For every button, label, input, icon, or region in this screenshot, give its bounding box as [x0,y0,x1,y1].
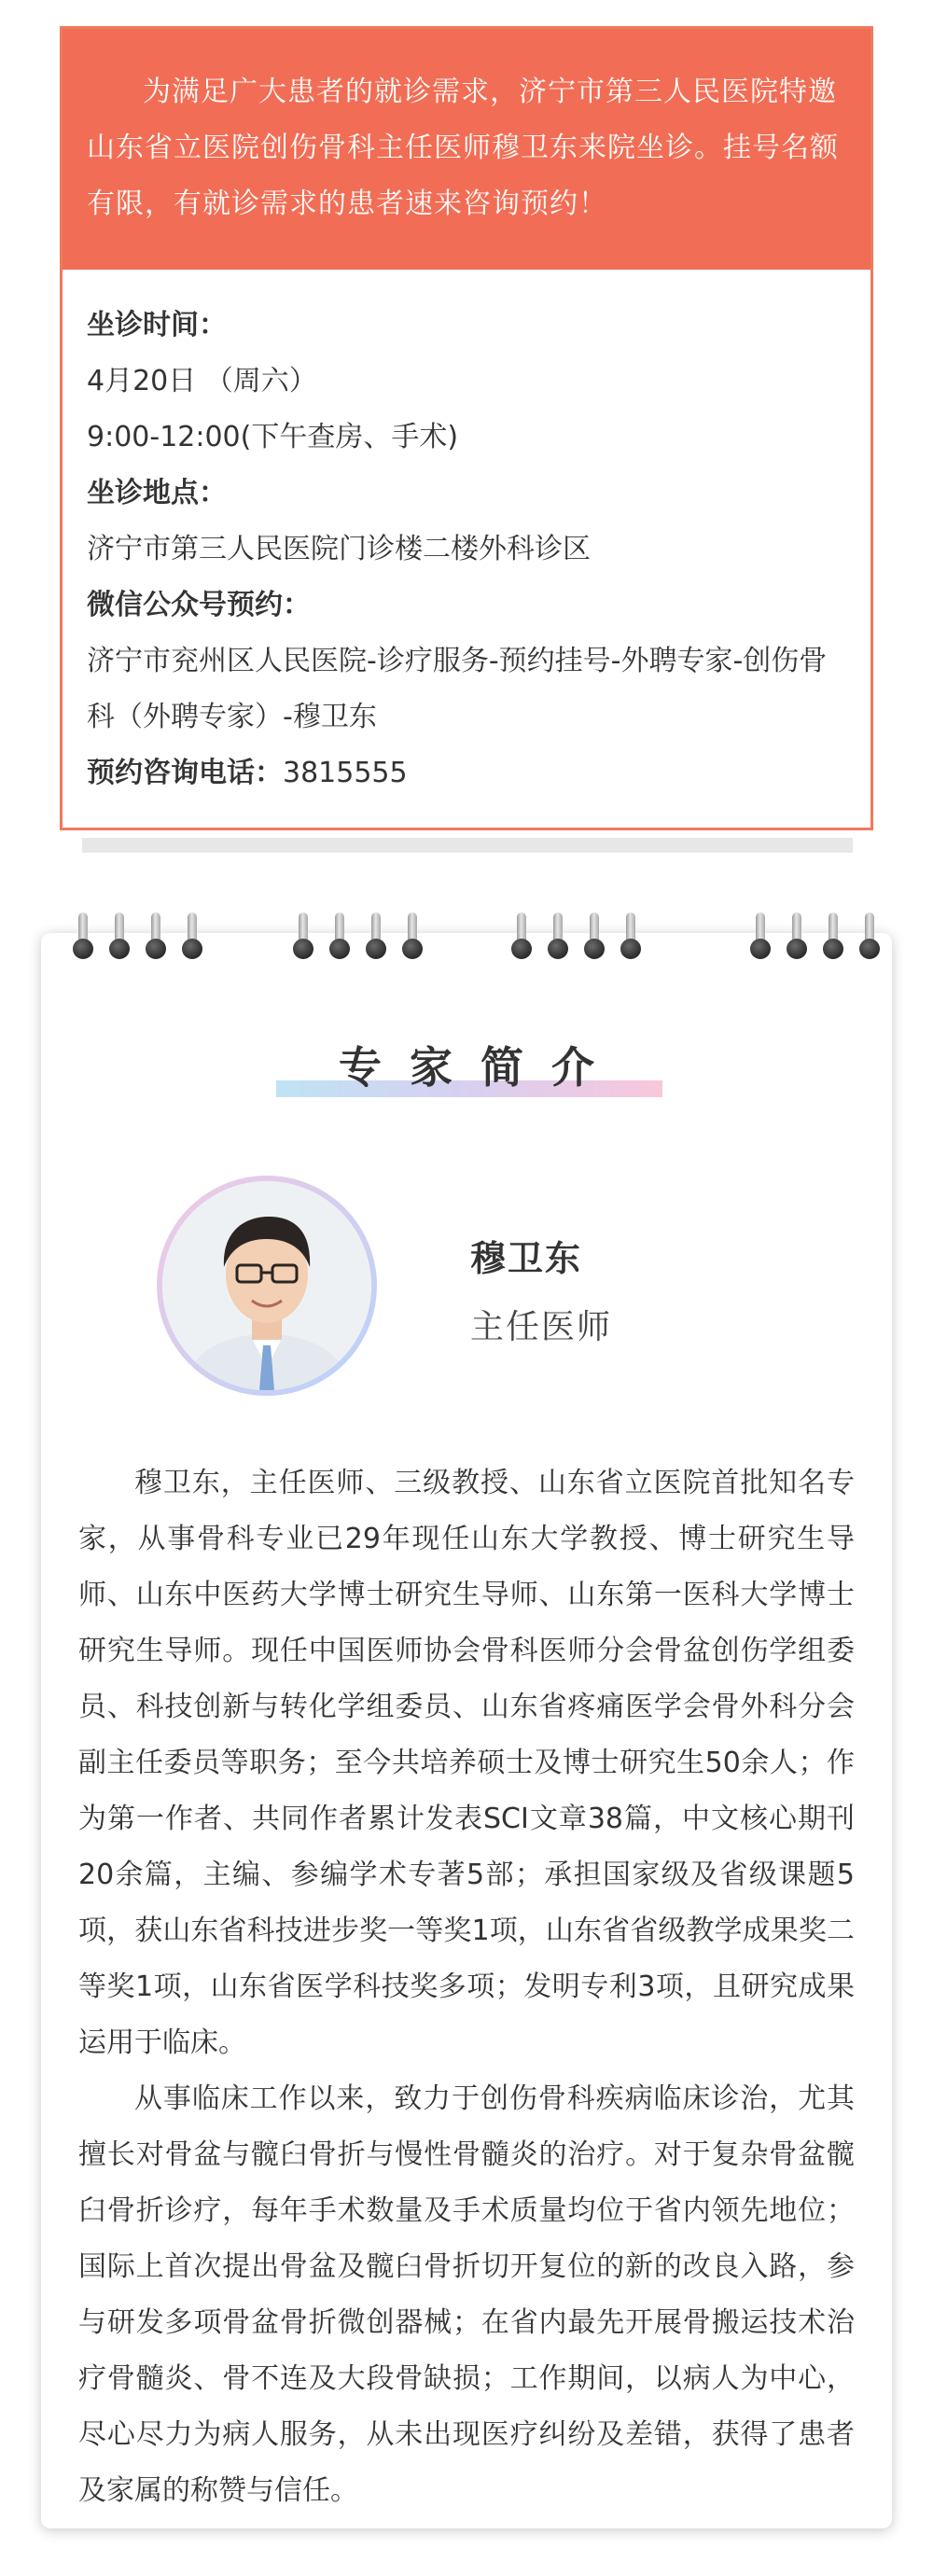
notice-intro: 为满足广大患者的就诊需求，济宁市第三人民医院特邀山东省立医院创伤骨科主任医师穆卫东来院坐诊。挂号名额有限，有就诊需求的患者速来咨询预约！ [63,29,870,270]
ring-group-3 [511,912,641,961]
clinic-hours: 9:00-12:00(下午查房、手术) [87,421,459,453]
time-label: 坐诊时间： [87,309,227,341]
binder-ring-icon [750,912,771,961]
doctor-title: 主任医师 [470,1308,613,1346]
binder-ring-icon [402,912,423,961]
clinic-location: 济宁市第三人民医院门诊楼二楼外科诊区 [87,533,591,565]
binder-ring-icon [146,912,166,961]
binder-ring-icon [73,912,93,961]
bio-paragraph-1: 穆卫东，主任医师、三级教授、山东省立医院首批知名专家，从事骨科专业已29年现任山东大学教授、博士研究生导师、山东中医药大学博士研究生导师、山东第一医科大学博士研究生导师。现任中国医师协会骨科医师分会骨盆创伤学组委员、科技创新与转化学组委员、山东省疼痛医学会骨外科分会副主任委员等职务；至今共培养硕士及博士研究生50余人；作为第一作者、共同作者累计发表SCI文章38篇，中文核心期刊20余篇，主编、参编学术专著5部；承担国家级及省级课题5项，获山东省科技进步奖一等奖1项，山东省省级教学成果奖二等奖1项，山东省医学科技奖多项；发明专利3项，且研究成果运用于临床。 [78,1467,855,2059]
phone-number[interactable]: 3815555 [283,757,408,789]
binder-rings [41,912,892,968]
wechat-label: 微信公众号预约： [87,589,311,621]
phone-line [87,745,846,801]
binder-ring-icon [548,912,568,961]
binder-ring-icon [109,912,130,961]
binder-ring-icon [859,912,880,961]
bio-paragraph-2: 从事临床工作以来，致力于创伤骨科疾病临床诊治，尤其擅长对骨盆与髋臼骨折与慢性骨髓炎的治疗。对于复杂骨盆髋臼骨折诊疗，每年手术数量及手术质量均位于省内领先地位；国际上首次提出骨盆及髋臼骨折切开复位的新的改良入路，参与研发多项骨盆骨折微创器械；在省内最先开展骨搬运技术治疗骨髓炎、骨不连及大段骨缺损；工作期间，以病人为中心，尽心尽力为病人服务，从未出现医疗纠纷及差错，获得了患者及家属的称赞与信任。 [78,2082,855,2507]
clinic-date: 4月20日 （周六） [87,365,317,397]
expert-profile-card [41,933,892,2528]
avatar [157,1176,377,1396]
wechat-path: 济宁市兖州区人民医院-诊疗服务-预约挂号-外聘专家-创伤骨科（外聘专家）-穆卫东 [87,645,828,733]
ring-group-2 [293,912,423,961]
ring-group-4 [750,912,880,961]
binder-ring-icon [584,912,605,961]
doctor-portrait-icon [162,1181,371,1390]
binder-ring-icon [787,912,807,961]
notice-card [60,26,873,830]
doctor-bio [78,1455,855,2519]
notice-details [63,270,870,828]
phone-label: 预约咨询电话： [87,757,283,789]
binder-ring-icon [823,912,843,961]
location-label: 坐诊地点： [87,477,227,509]
binder-ring-icon [182,912,202,961]
binder-ring-icon [620,912,641,961]
ring-group-1 [73,912,202,961]
binder-ring-icon [293,912,313,961]
binder-ring-icon [366,912,386,961]
binder-ring-icon [329,912,350,961]
notice-shadow [82,838,853,853]
section-title: 专家简介 [339,1042,622,1093]
binder-ring-icon [511,912,532,961]
doctor-name: 穆卫东 [470,1238,583,1279]
